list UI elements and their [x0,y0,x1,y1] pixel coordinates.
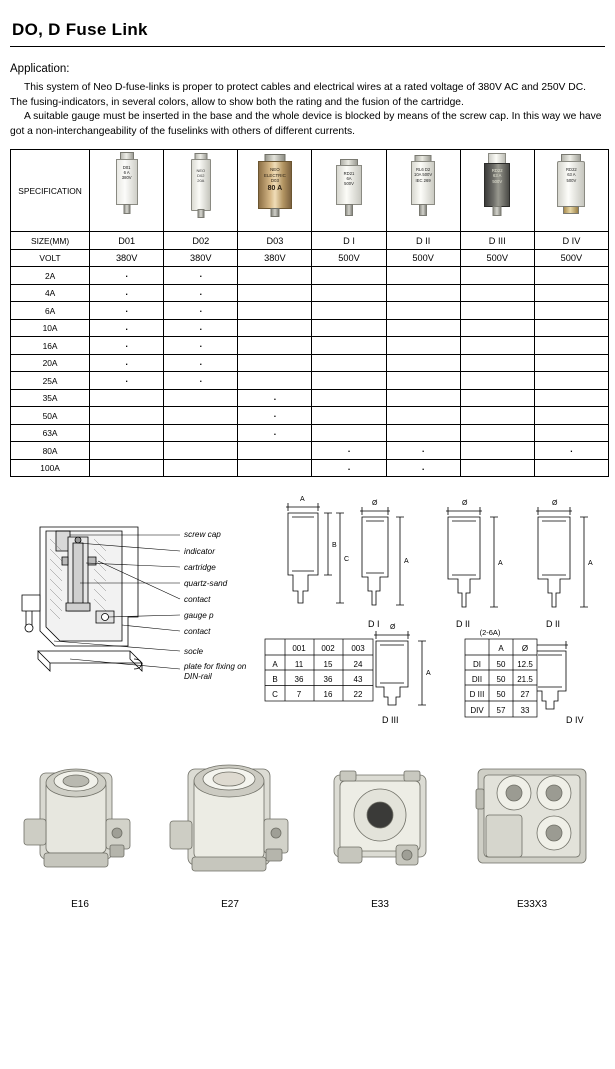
size-diii: D III [460,232,534,250]
rating-cell [90,267,164,285]
rating-cell [164,337,238,355]
dim-fuse-dii-b [536,500,593,629]
product-photos [10,749,609,919]
availability-dot: · [124,320,129,336]
cutaway-label-screw-cap: screw cap [184,530,221,540]
svg-text:33: 33 [520,706,530,716]
rating-cell [534,459,608,477]
page-title: DO, D Fuse Link [12,20,148,39]
rating-label: 50A [11,407,90,425]
rating-cell [386,372,460,390]
size-d02: D02 [164,232,238,250]
photo-e16 [10,749,150,911]
availability-dot: · [346,443,352,459]
rating-cell [534,337,608,355]
rating-cell [386,389,460,407]
rating-cell [386,407,460,425]
svg-text:50: 50 [496,675,506,685]
cutaway-label-plate-1: plate for fixing on [184,662,247,672]
dim-fuse-di [360,500,409,632]
row-label-volt: VOLT [11,249,90,267]
spec-header-cell: SPECIFICATION [11,150,90,232]
size-dii: D II [386,232,460,250]
fuse-image-diii: RD22 63 A 500V [460,150,534,232]
rating-cell [460,442,534,460]
drawings-svg [10,491,609,741]
availability-dot: · [198,355,203,371]
svg-text:43: 43 [353,675,363,685]
rating-cell [312,337,386,355]
rating-cell [386,442,460,460]
rating-cell [164,459,238,477]
svg-text:A: A [300,496,305,504]
rating-cell [90,424,164,442]
availability-dot: · [198,338,203,354]
rating-cell [312,407,386,425]
rating-cell [460,407,534,425]
svg-text:21.5: 21.5 [517,675,533,685]
svg-text:DII: DII [471,675,483,685]
rating-cell [164,407,238,425]
rating-cell [164,284,238,302]
rating-cell [238,459,312,477]
rating-cell [460,354,534,372]
rating-cell [164,302,238,320]
rating-cell [312,302,386,320]
rating-label: 80A [11,442,90,460]
rating-cell [534,302,608,320]
rating-label: 20A [11,354,90,372]
table-row-size [11,232,609,250]
caption-di: D I [368,619,380,630]
rating-cell [238,319,312,337]
svg-text:11: 11 [294,660,304,670]
table-row [11,372,609,390]
rating-cell [534,267,608,285]
svg-text:Ø: Ø [552,500,558,508]
size-d01: D01 [90,232,164,250]
application-paragraph-1: This system of Neo D-fuse-links is proper to protect cables and electrical wires at a rated voltage of 380V AC and 250V DC. The fusing-indicators, in several colors, allow to show both the rating and the fusion of the cartridge. [10,82,587,108]
availability-dot: · [569,443,574,459]
svg-text:A: A [588,560,593,568]
cutaway-drawing [22,527,247,681]
rating-cell [164,442,238,460]
fuse-image-dii: RL6 D2 10A 500V IEC 269 [386,150,460,232]
availability-dot: · [198,285,203,301]
rating-cell [534,354,608,372]
rating-cell [460,372,534,390]
svg-text:DI: DI [473,660,481,670]
rating-label: 6A [11,302,90,320]
availability-dot: · [124,303,129,319]
svg-text:Ø: Ø [390,624,396,632]
rating-cell [90,442,164,460]
table-row [11,337,609,355]
svg-text:D III: D III [469,690,485,700]
rating-cell [164,389,238,407]
rating-cell [238,389,312,407]
rating-cell [386,459,460,477]
table-row-images [11,150,609,232]
fuse-image-di: RD21 6A 500V [312,150,386,232]
rating-cell [460,267,534,285]
rating-label: 35A [11,389,90,407]
table-abc-drawing [265,639,373,701]
rating-cell [312,372,386,390]
rating-cell [460,459,534,477]
svg-text:001: 001 [292,644,306,654]
rating-cell [534,442,608,460]
rating-label: 25A [11,372,90,390]
volt-diii: 500V [460,249,534,267]
svg-text:7: 7 [296,690,302,700]
specification-table [10,149,609,477]
rating-cell [460,319,534,337]
svg-text:A: A [426,670,431,678]
volt-dii: 500V [386,249,460,267]
availability-dot: · [420,443,426,459]
page [0,20,615,1069]
rating-cell [386,337,460,355]
rating-label: 16A [11,337,90,355]
volt-d03: 380V [238,249,312,267]
rating-cell [238,337,312,355]
availability-dot: · [198,320,203,336]
rating-cell [534,372,608,390]
svg-text:003: 003 [351,644,365,654]
rating-cell [460,284,534,302]
volt-di: 500V [312,249,386,267]
availability-dot: · [124,338,129,354]
table-row [11,354,609,372]
svg-text:36: 36 [294,675,304,685]
photo-e27 [160,749,300,911]
table-row [11,442,609,460]
cutaway-label-quartz-sand: quartz-sand [184,579,228,589]
table-row [11,319,609,337]
rating-label: 4A [11,284,90,302]
svg-text:(2-6A): (2-6A) [479,628,501,638]
rating-cell [312,424,386,442]
table-row-volt [11,249,609,267]
svg-text:15: 15 [323,660,333,670]
rating-cell [386,302,460,320]
fuse-image-div: RD22 63 A 500V [534,150,608,232]
rating-label: 100A [11,459,90,477]
rating-cell [460,302,534,320]
rating-cell [164,372,238,390]
rating-label: 10A [11,319,90,337]
availability-dot: · [198,373,203,389]
rating-cell [534,319,608,337]
rating-cell [386,354,460,372]
application-paragraph-2: A suitable gauge must be inserted in the base and the whole device is blocked by means of the screw cap. In this way we have got a non-interchangeability of the fuselinks with others of different currents. [10,111,602,137]
svg-text:A: A [498,644,504,654]
svg-text:A: A [272,660,278,670]
cutaway-label-contact-2: contact [184,627,211,637]
cutaway-label-contact-1: contact [184,595,211,605]
size-div: D IV [534,232,608,250]
table-row [11,284,609,302]
svg-text:002: 002 [321,644,335,654]
availability-dot: · [272,425,278,441]
title-divider [10,46,605,47]
table-div-drawing [465,628,537,717]
cutaway-label-plate-2: DIN-rail [184,672,212,682]
rating-cell [534,424,608,442]
rating-cell [90,407,164,425]
svg-text:Ø: Ø [521,644,529,654]
rating-cell [164,424,238,442]
size-d03: D03 [238,232,312,250]
cutaway-label-socle: socle [184,647,204,657]
dim-fuse-div [532,641,584,725]
rating-cell [460,424,534,442]
rating-cell [386,424,460,442]
rating-cell [312,319,386,337]
table-row [11,389,609,407]
rating-cell [90,372,164,390]
table-row [11,424,609,442]
row-label-size: SIZE(MM) [11,232,90,250]
application-heading: Application: [10,63,70,75]
svg-text:B: B [272,675,278,685]
svg-text:12.5: 12.5 [517,660,533,670]
caption-dii-b: D II [546,619,561,630]
photo-e33 [310,749,450,911]
rating-cell [460,337,534,355]
rating-cell [386,267,460,285]
rating-cell [164,354,238,372]
rating-cell [90,302,164,320]
dim-fuse-diii [374,624,431,725]
svg-text:24: 24 [353,660,363,670]
svg-text:57: 57 [496,706,506,716]
fuse-image-d02: NEO D02 20A [164,150,238,232]
rating-cell [312,389,386,407]
cutaway-label-indicator: indicator [184,547,215,557]
photo-caption-e16: E16 [71,899,89,911]
availability-dot: · [272,408,278,424]
svg-text:DIV: DIV [470,706,484,716]
rating-cell [90,319,164,337]
table-row [11,267,609,285]
svg-text:16: 16 [323,690,333,700]
availability-dot: · [124,285,129,301]
rating-cell [312,284,386,302]
svg-text:Ø: Ø [462,500,468,508]
table-row [11,459,609,477]
rating-cell [90,284,164,302]
volt-div: 500V [534,249,608,267]
rating-cell [238,354,312,372]
svg-text:A: A [404,558,409,566]
rating-cell [90,337,164,355]
caption-diii: D III [382,715,399,726]
rating-cell [238,267,312,285]
availability-dot: · [420,460,426,476]
volt-d01: 380V [90,249,164,267]
svg-text:22: 22 [353,690,363,700]
rating-cell [312,459,386,477]
availability-dot: · [124,373,129,389]
svg-text:50: 50 [496,660,506,670]
availability-dot: · [272,390,278,406]
table-row [11,407,609,425]
fuse-image-d03: NEO ELECTRIC D03 80 A [238,150,312,232]
caption-dii: D II [456,619,471,630]
size-di: D I [312,232,386,250]
dim-fuse-abc [286,496,349,603]
svg-text:36: 36 [323,675,333,685]
rating-rows [11,267,609,477]
rating-cell [534,284,608,302]
photo-caption-e27: E27 [221,899,239,911]
rating-cell [312,354,386,372]
svg-text:27: 27 [520,690,530,700]
rating-cell [164,319,238,337]
rating-cell [238,284,312,302]
table-row [11,302,609,320]
rating-cell [238,442,312,460]
rating-cell [164,267,238,285]
cutaway-label-cartridge: cartridge [184,563,216,573]
rating-cell [238,424,312,442]
rating-label: 2A [11,267,90,285]
rating-cell [386,284,460,302]
svg-text:Ø: Ø [372,500,378,508]
volt-d02: 380V [164,249,238,267]
availability-dot: · [198,303,203,319]
rating-cell [534,407,608,425]
rating-cell [238,302,312,320]
technical-drawings [10,491,609,741]
rating-cell [90,389,164,407]
rating-cell [90,459,164,477]
photo-caption-e33x3: E33X3 [516,899,548,911]
svg-text:50: 50 [496,690,506,700]
photo-caption-e33: E33 [371,899,389,911]
caption-div: D IV [566,715,584,726]
rating-cell [238,407,312,425]
rating-cell [460,389,534,407]
rating-cell [312,442,386,460]
svg-text:C: C [344,556,350,564]
availability-dot: · [198,268,203,284]
svg-text:B: B [332,542,337,550]
rating-cell [312,267,386,285]
fuse-image-d01: D01 6 A 380V [90,150,164,232]
rating-cell [386,319,460,337]
availability-dot: · [124,268,129,284]
rating-cell [534,389,608,407]
rating-label: 63A [11,424,90,442]
availability-dot: · [124,355,129,371]
svg-text:A: A [498,560,503,568]
cutaway-label-gauge-p: gauge p [184,611,214,621]
rating-cell [238,372,312,390]
availability-dot: · [346,460,352,476]
dim-fuse-dii [446,500,503,629]
photo-e33x3 [462,749,602,911]
rating-cell [90,354,164,372]
svg-text:C: C [272,690,278,700]
